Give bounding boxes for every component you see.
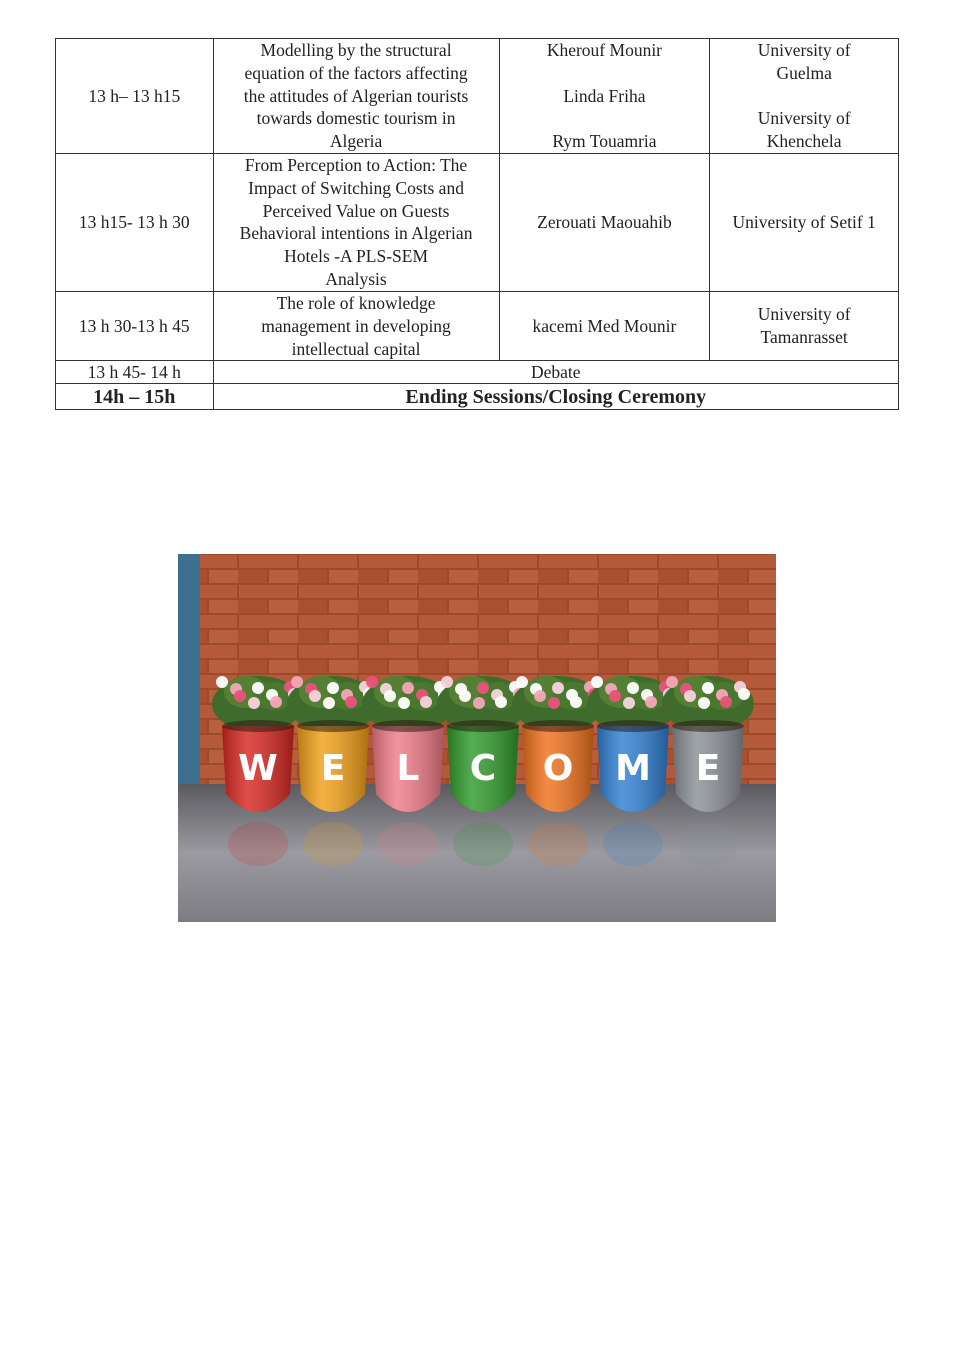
author-cell <box>499 153 710 291</box>
schedule-table <box>55 38 899 410</box>
title-line: equation of the factors affecting <box>244 62 468 83</box>
welcome-letter: E <box>695 748 721 789</box>
university-line: University of <box>757 304 851 325</box>
author-name: Zerouati Maouahib <box>537 212 672 233</box>
title-line: Hotels -A PLS-SEM <box>284 246 428 267</box>
author-cell <box>499 291 710 360</box>
university-cell <box>710 291 899 360</box>
closing-label: Ending Sessions/Closing Ceremony <box>213 384 898 410</box>
table-row <box>56 291 899 360</box>
title-cell <box>213 39 499 154</box>
title-line: Behavioral intentions in Algerian <box>239 223 473 244</box>
title-line: Analysis <box>325 269 387 290</box>
title-line: management in developing <box>261 315 451 336</box>
title-line: Algeria <box>329 131 383 152</box>
title-line: Modelling by the structural <box>260 40 452 60</box>
title-line: towards domestic tourism in <box>256 108 456 129</box>
title-cell <box>213 153 499 291</box>
debate-label: Debate <box>213 361 898 384</box>
title-line: the attitudes of Algerian tourists <box>243 85 469 106</box>
author-name: Kherouf Mounir <box>546 40 663 60</box>
author-name: Rym Touamria <box>552 131 657 152</box>
title-line: Impact of Switching Costs and <box>248 177 464 198</box>
author-name: kacemi Med Mounir <box>532 315 677 336</box>
university-line: Tamanrasset <box>760 327 848 348</box>
table-row <box>56 361 899 384</box>
author-name: Linda Friha <box>563 85 646 106</box>
table-row <box>56 153 899 291</box>
welcome-letter: C <box>469 748 497 789</box>
debate-time-cell: 13 h 45- 14 h <box>56 361 214 384</box>
time-cell: 13 h– 13 h15 <box>56 39 214 154</box>
author-cell <box>499 39 710 154</box>
university-line: Khenchela <box>766 131 842 152</box>
closing-time-cell: 14h – 15h <box>56 384 214 410</box>
title-line: Perceived Value on Guests <box>262 200 450 221</box>
title-line: intellectual capital <box>291 338 421 359</box>
title-line: The role of knowledge <box>276 292 436 313</box>
university-line: University of <box>757 108 851 129</box>
title-cell <box>213 291 499 360</box>
university-cell <box>710 153 899 291</box>
welcome-letter: W <box>238 748 278 789</box>
time-cell: 13 h15- 13 h 30 <box>56 153 214 291</box>
university-line: University of <box>757 40 851 60</box>
welcome-letter: L <box>396 748 420 789</box>
welcome-letter: E <box>320 748 346 789</box>
blue-wall-edge <box>178 554 200 804</box>
welcome-illustration <box>178 554 776 922</box>
university-line: University of Setif 1 <box>732 212 876 233</box>
welcome-letter: M <box>615 748 651 789</box>
title-line: From Perception to Action: The <box>244 155 468 176</box>
university-line: Guelma <box>776 62 832 83</box>
time-cell: 13 h 30-13 h 45 <box>56 291 214 360</box>
welcome-letter: O <box>542 748 574 789</box>
table-row <box>56 384 899 410</box>
university-cell <box>710 39 899 154</box>
welcome-photo <box>178 554 776 922</box>
table-row <box>56 39 899 154</box>
